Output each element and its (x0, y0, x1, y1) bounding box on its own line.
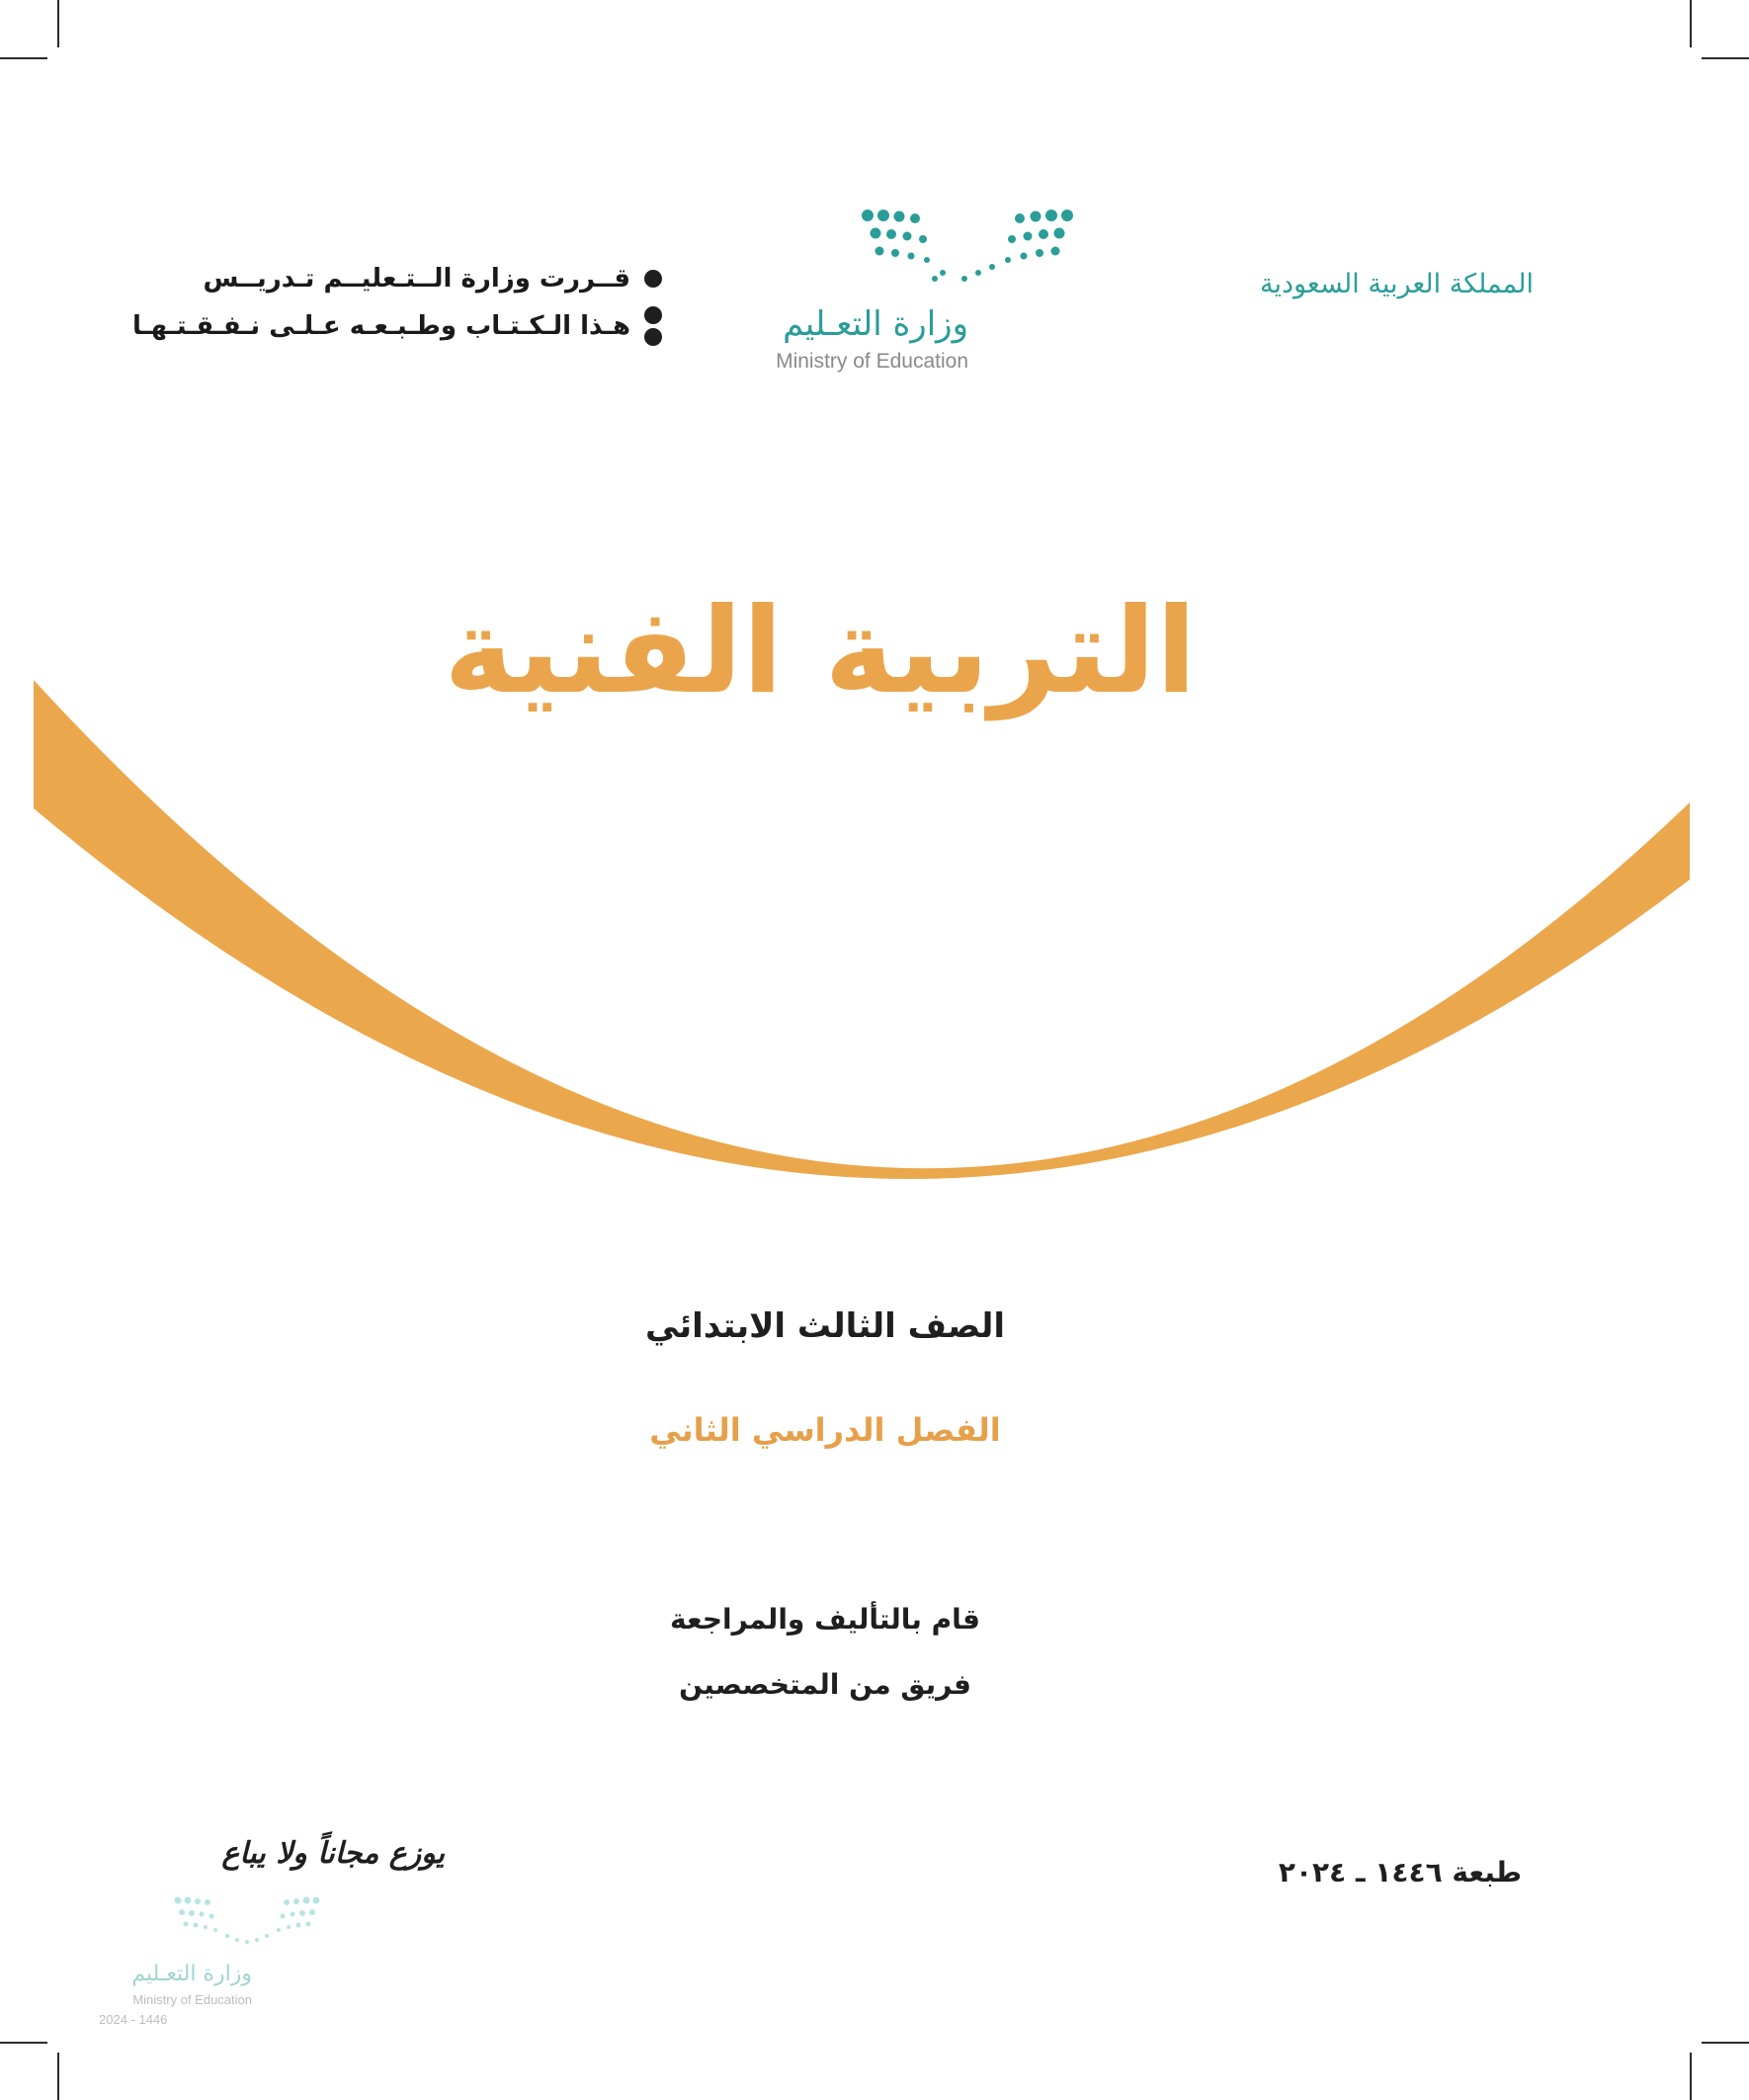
authors-line-1: قام بالتأليف والمراجعة (670, 1603, 980, 1636)
watermark-ministry-arabic: وزارة التعـليم (131, 1962, 252, 1986)
edition-label: طبعة ١٤٤٦ ـ ٢٠٢٤ (1278, 1856, 1522, 1889)
decree-text-2: هـذا الـكـتـاب وطـبـعـه عـلـى نـفـقـتـهـا (132, 311, 630, 341)
watermark-year: 2024 - 1446 (99, 2012, 168, 2027)
free-distribution-notice: يوزع مجاناً ولا يباع (221, 1836, 445, 1871)
semester-label: الفصل الدراسي الثاني (649, 1411, 1001, 1449)
authors-line-2: فريق من المتخصصين (679, 1668, 971, 1701)
grade-label: الصف الثالث الابتدائي (645, 1306, 1005, 1346)
decree-text-1: قــررت وزارة الــتـعليــم تـدريــس (203, 264, 630, 294)
watermark-logo-icon (168, 1892, 326, 1952)
kingdom-label: المملكة العربية السعودية (1259, 269, 1534, 299)
ministry-name-arabic: وزارة التعـليم (783, 304, 968, 344)
ministry-name-english: Ministry of Education (776, 350, 968, 373)
book-title: التربية الفنية (444, 583, 1197, 720)
watermark-ministry-english: Ministry of Education (132, 1992, 252, 2007)
